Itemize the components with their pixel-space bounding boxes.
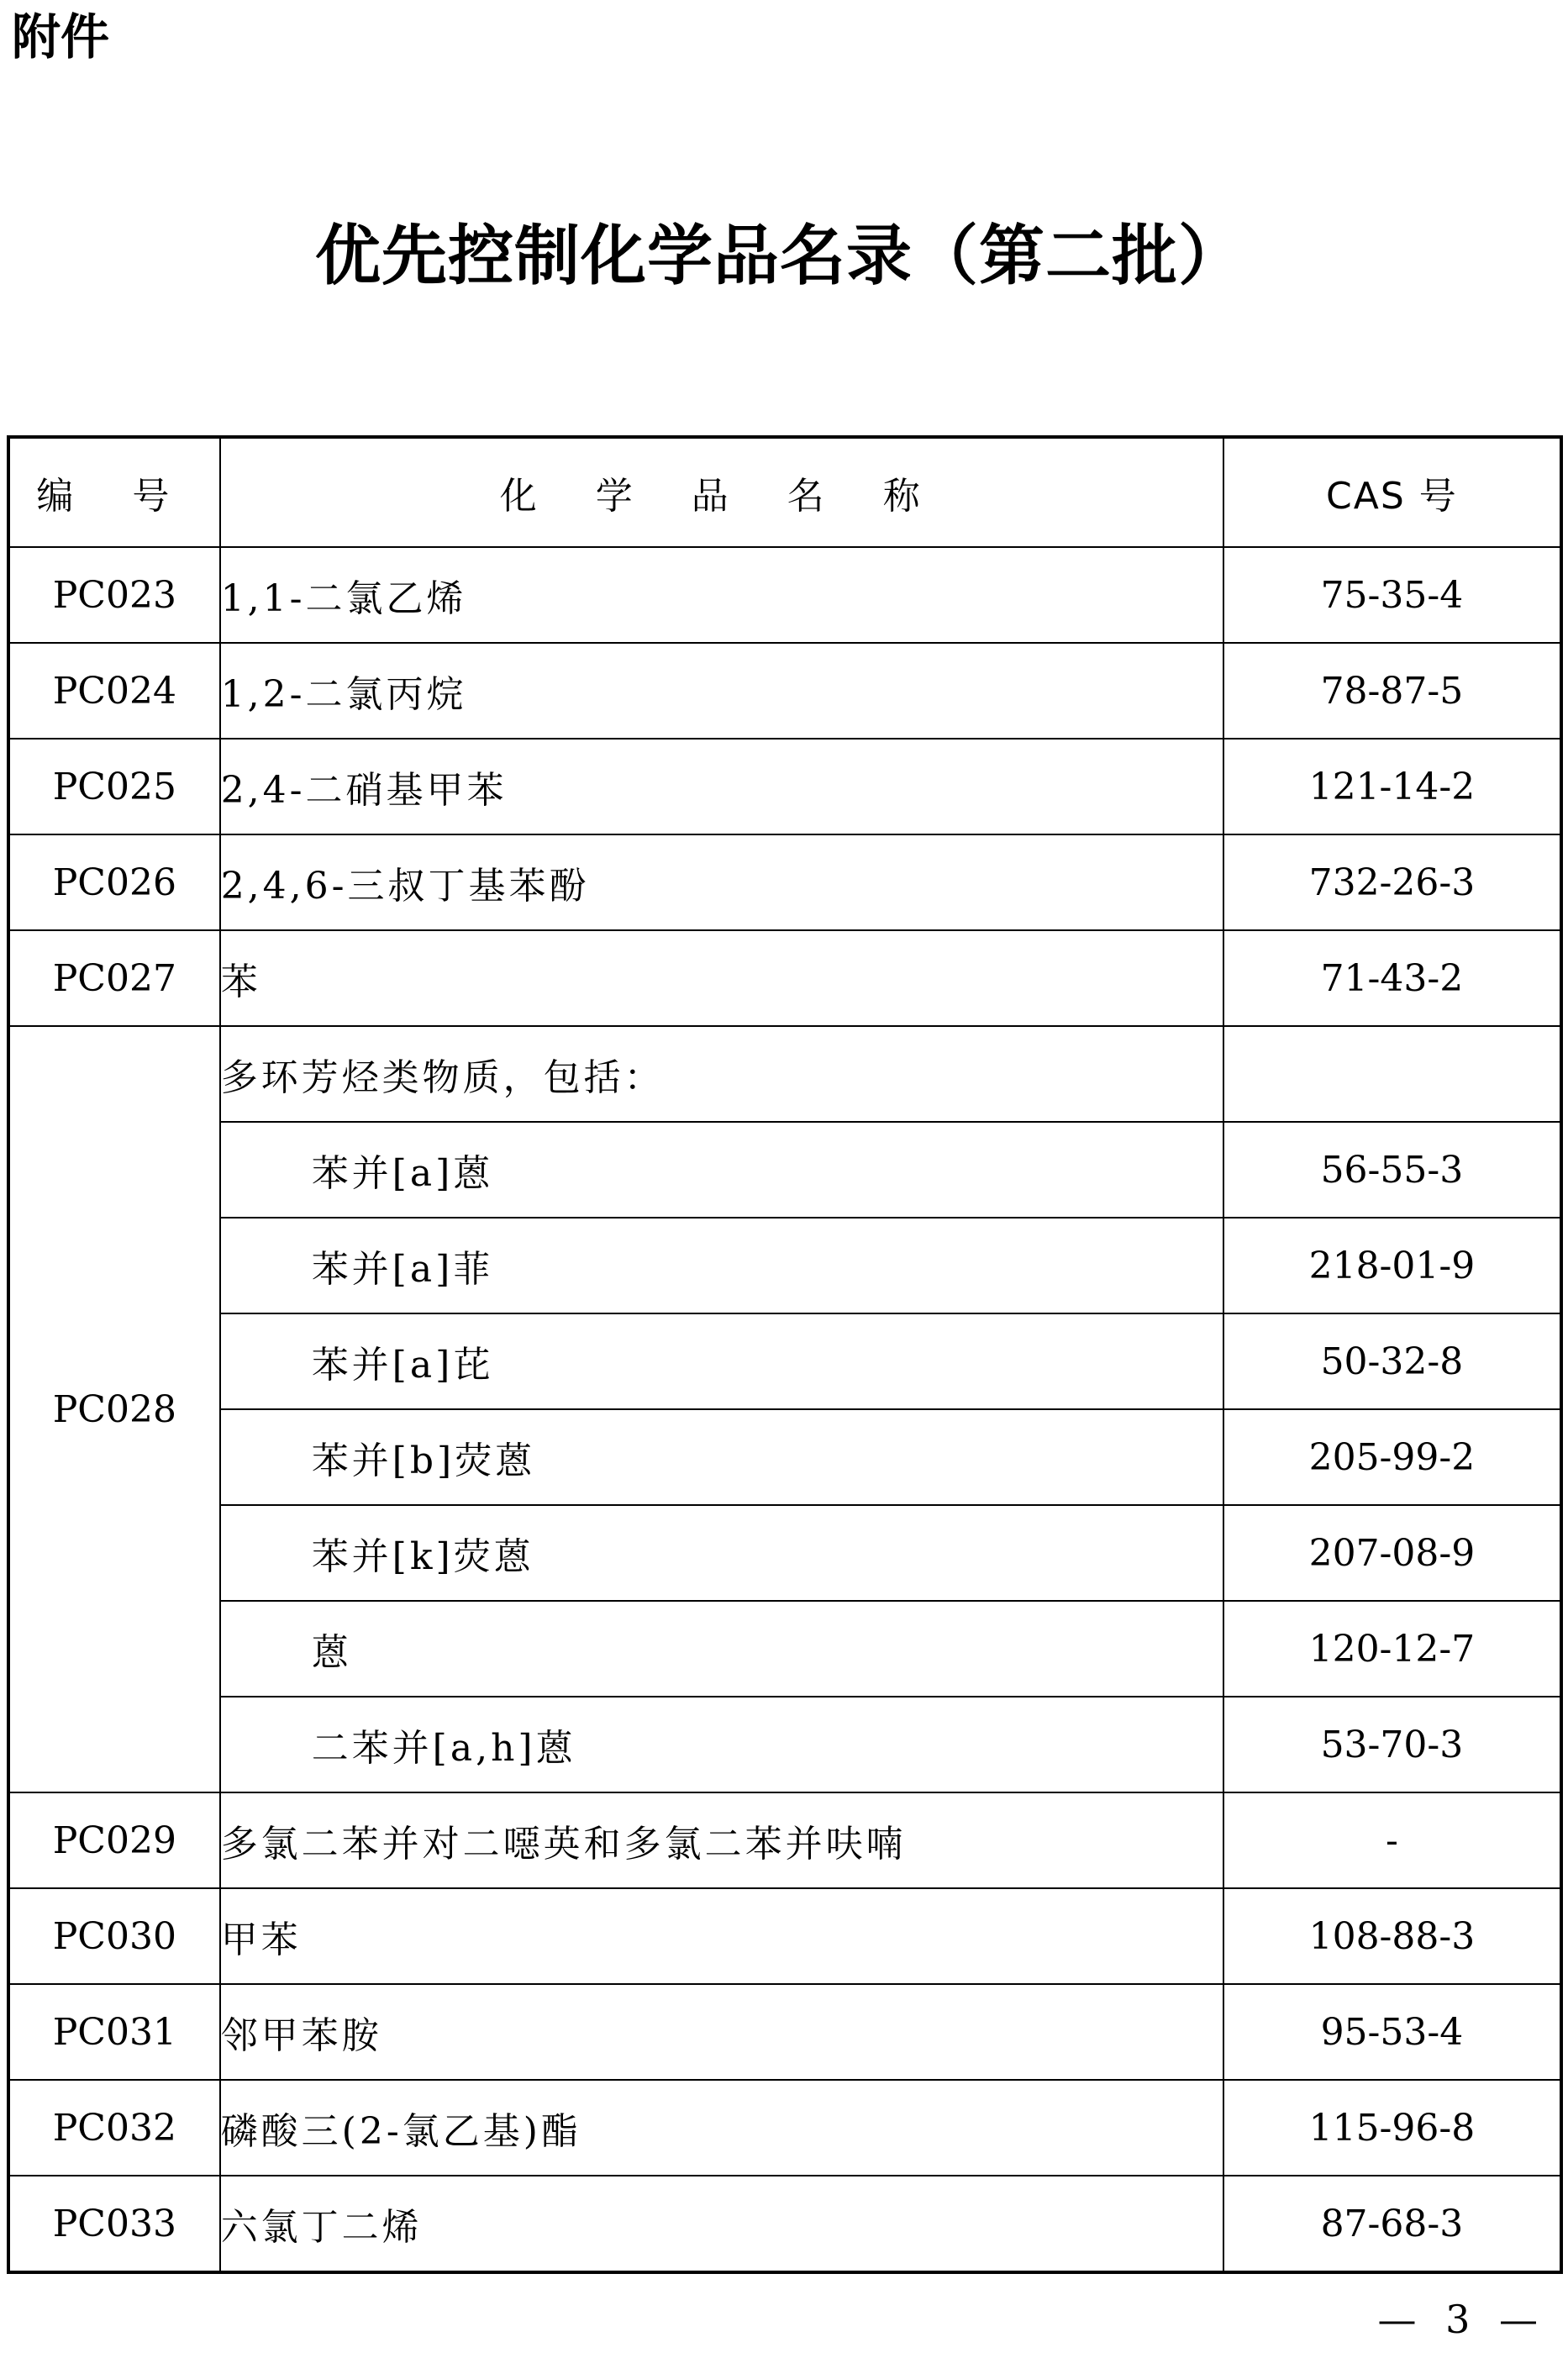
cas-number: 71-43-2: [1223, 930, 1561, 1026]
table-subrow: [8, 1313, 1561, 1409]
chemicals-table: [7, 435, 1563, 2274]
table-row: [8, 834, 1561, 930]
chemical-name: 多环芳烃类物质，包括：: [220, 1026, 1223, 1122]
chemical-name: 2,4-二硝基甲苯: [220, 739, 1223, 834]
chemical-name: 邻甲苯胺: [220, 1984, 1223, 2080]
chemical-subitem-name: 苯并[b]荧蒽: [220, 1409, 1223, 1505]
chemical-name: 2,4,6-三叔丁基苯酚: [220, 834, 1223, 930]
table-row: [8, 643, 1561, 739]
table-subrow: [8, 1122, 1561, 1218]
table-row: [8, 739, 1561, 834]
chemical-name: 六氯丁二烯: [220, 2176, 1223, 2272]
cas-number: 218-01-9: [1223, 1218, 1561, 1313]
table-body: [8, 547, 1561, 2272]
table-header-row: [8, 437, 1561, 547]
cas-number: 732-26-3: [1223, 834, 1561, 930]
chemical-name: 磷酸三(2-氯乙基)酯: [220, 2080, 1223, 2176]
header-code: 编 号: [8, 437, 220, 547]
chemical-subitem-name: 二苯并[a,h]蒽: [220, 1697, 1223, 1792]
chemical-name: 苯: [220, 930, 1223, 1026]
table-row: [8, 930, 1561, 1026]
chemical-subitem-name: 苯并[a]蒽: [220, 1122, 1223, 1218]
header-name: 化 学 品 名 称: [220, 437, 1223, 547]
table-row: [8, 1026, 1561, 1122]
chemical-name: 1,2-二氯丙烷: [220, 643, 1223, 739]
table-subrow: [8, 1697, 1561, 1792]
chemical-subitem-name: 苯并[k]荧蒽: [220, 1505, 1223, 1601]
page-number: — 3 —: [1377, 2297, 1546, 2342]
chemical-name: 甲苯: [220, 1888, 1223, 1984]
cas-number: 108-88-3: [1223, 1888, 1561, 1984]
table-row: [8, 1888, 1561, 1984]
chemical-name: 1,1-二氯乙烯: [220, 547, 1223, 643]
chemical-subitem-name: 蒽: [220, 1601, 1223, 1697]
cas-number: 87-68-3: [1223, 2176, 1561, 2272]
chemical-code: PC025: [8, 739, 220, 834]
chemical-code: PC031: [8, 1984, 220, 2080]
chemical-code: PC024: [8, 643, 220, 739]
table-row: [8, 547, 1561, 643]
cas-number: [1223, 1026, 1561, 1122]
table-subrow: [8, 1505, 1561, 1601]
chemical-subitem-name: 苯并[a]芘: [220, 1313, 1223, 1409]
chemical-name: 多氯二苯并对二噁英和多氯二苯并呋喃: [220, 1792, 1223, 1888]
chemical-code: PC027: [8, 930, 220, 1026]
document-title: 优先控制化学品名录（第二批）: [315, 218, 1245, 294]
table-subrow: [8, 1218, 1561, 1313]
chemical-code: PC023: [8, 547, 220, 643]
table-subrow: [8, 1409, 1561, 1505]
cas-number: 207-08-9: [1223, 1505, 1561, 1601]
cas-number: 205-99-2: [1223, 1409, 1561, 1505]
cas-number: 95-53-4: [1223, 1984, 1561, 2080]
cas-number: 121-14-2: [1223, 739, 1561, 834]
table-subrow: [8, 1601, 1561, 1697]
chemical-code: PC026: [8, 834, 220, 930]
cas-number: -: [1223, 1792, 1561, 1888]
cas-number: 50-32-8: [1223, 1313, 1561, 1409]
cas-number: 120-12-7: [1223, 1601, 1561, 1697]
cas-number: 53-70-3: [1223, 1697, 1561, 1792]
cas-number: 75-35-4: [1223, 547, 1561, 643]
table-row: [8, 1792, 1561, 1888]
header-cas: CAS 号: [1223, 437, 1561, 547]
table-row: [8, 2080, 1561, 2176]
chemical-code: PC028: [8, 1026, 220, 1792]
chemical-code: PC029: [8, 1792, 220, 1888]
cas-number: 78-87-5: [1223, 643, 1561, 739]
chemical-code: PC032: [8, 2080, 220, 2176]
chemical-code: PC033: [8, 2176, 220, 2272]
chemical-subitem-name: 苯并[a]菲: [220, 1218, 1223, 1313]
table-row: [8, 2176, 1561, 2272]
attachment-label: 附件: [12, 8, 110, 66]
table-row: [8, 1984, 1561, 2080]
cas-number: 115-96-8: [1223, 2080, 1561, 2176]
cas-number: 56-55-3: [1223, 1122, 1561, 1218]
chemical-code: PC030: [8, 1888, 220, 1984]
